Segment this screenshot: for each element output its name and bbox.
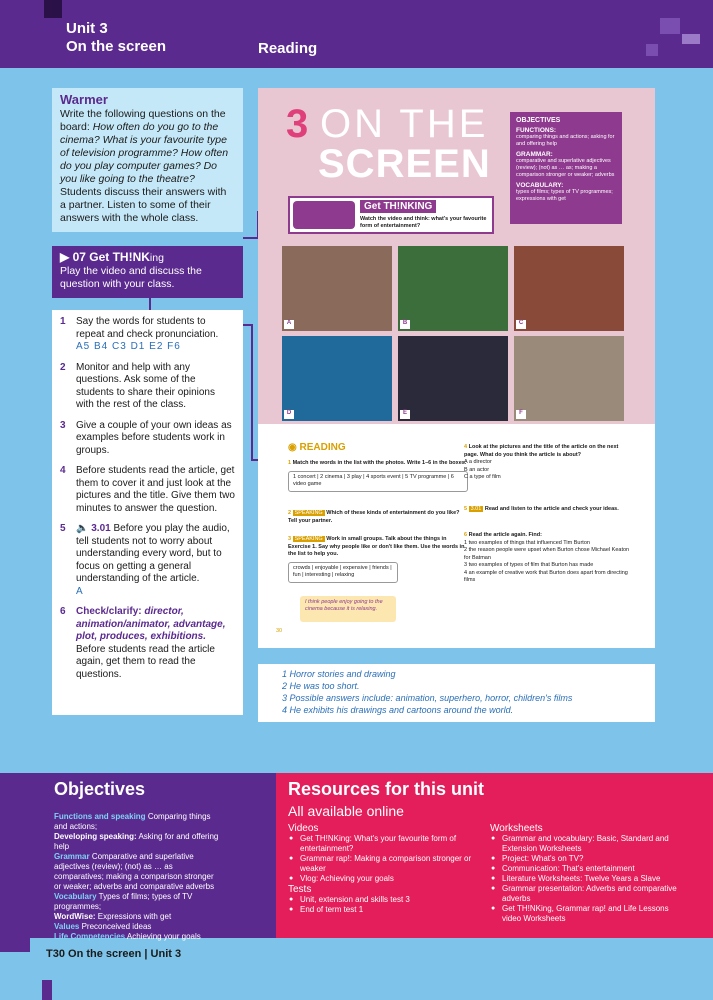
resources-title: Resources for this unit bbox=[288, 779, 485, 799]
resource-item[interactable]: ● Get TH!NKing: What's your favourite form of entertainment? bbox=[288, 834, 478, 854]
objective-row: Developing speaking: Asking for and offering help bbox=[54, 832, 219, 851]
step-3: 3 Give a couple of your own ideas as examples before students work in groups. bbox=[60, 419, 232, 456]
footer-deco-square bbox=[42, 980, 52, 1000]
step-6: 6 Check/clarify: director, animation/animator, advantage, plot, produces, exhibitions. Before students read the article again, get them to read the questions. bbox=[60, 606, 226, 680]
step-2: 2 Monitor and help with any questions. Ask some of the students to share their opinions with the rest of the class. bbox=[60, 361, 215, 410]
objectives-title: Objectives bbox=[54, 779, 146, 799]
page-objectives-box: OBJECTIVES FUNCTIONS: comparing things and actions; asking for and offering help GRAMMAR: comparative and superlative adjectives (review); (not) as … as; making a comparison stronger or weaker; adverbs VOCABULARY: types of films; types of TV programmes; expressions with get bbox=[510, 112, 622, 224]
resources-left-column: Videos ● Get TH!NKing: What's your favourite form of entertainment? ● Grammar rap!: Making a comparison stronger or weaker ● Vlog: Achieving your goals Tests ● Unit, extension and skills test 3 ● End of term test 1 bbox=[288, 823, 478, 924]
resource-item[interactable]: ● Grammar rap!: Making a comparison stronger or weaker bbox=[288, 854, 478, 874]
resource-item[interactable]: ● Project: What's on TV? bbox=[490, 854, 680, 864]
page-number: 30 bbox=[276, 628, 283, 634]
section-title: Reading bbox=[258, 40, 318, 57]
resource-item[interactable]: ● Grammar and vocabulary: Basic, Standard and Extension Worksheets bbox=[490, 834, 680, 854]
step-4: 4 Before students read the article, get them to cover it and just look at the pictures and the title. Give them two minutes to answer the question. bbox=[60, 465, 235, 514]
teaching-steps bbox=[52, 310, 243, 715]
resource-item[interactable]: ● Grammar presentation: Adverbs and comparative adverbs bbox=[490, 884, 680, 904]
warmer-questions: How often do you go to the cinema? What is your favourite type of television programme? How often do you play computer games? Do you like going to the theatre? bbox=[60, 121, 229, 185]
resource-item[interactable]: ● End of term test 1 bbox=[288, 905, 478, 915]
page-footer: T30 On the screen | Unit 3 bbox=[46, 948, 182, 960]
exercise-1: 1 Match the words in the list with the photos. Write 1–6 in the boxes. 1 concert | 2 cinema | 3 play | 4 sports event | 5 TV programme | 6 video game bbox=[288, 460, 468, 492]
step-5: 5 🔈 3.01 Before you play the audio, tell students not to worry about understanding every word, but to focus on getting a general understanding of the article. A bbox=[60, 523, 230, 597]
audio-track-icon: 3.01 bbox=[470, 506, 482, 512]
step-answer: A bbox=[76, 585, 84, 597]
unit-heading: Unit 3 On the screen bbox=[66, 20, 167, 55]
video-thumbnail[interactable] bbox=[293, 201, 355, 229]
objectives-panel bbox=[0, 773, 276, 941]
step-1: 1 Say the words for students to repeat and check pronunciation. A5 B4 C3 D1 E2 F6 bbox=[60, 316, 219, 352]
photo-e: E bbox=[398, 336, 508, 421]
resources-right-column: Worksheets ● Grammar and vocabulary: Basic, Standard and Extension Worksheets ● Project: What's on TV? ● Communication: That's entertainment ● Literature Worksheets: Twelve Years a Slave ● Grammar presentation: Adverbs and comparative adverbs ● Get TH!NKing, Grammar rap! and Life Lessons video Worksheets bbox=[490, 823, 680, 924]
exercise-5: 5 3.01 Read and listen to the article and check your ideas. bbox=[464, 506, 619, 512]
warmer-title: Warmer bbox=[60, 92, 108, 107]
exercise-2: 2 SPEAKING Which of these kinds of entertainment do you like? Tell your partner. bbox=[288, 510, 460, 524]
photo-c: C bbox=[514, 246, 624, 331]
footer-deco-square bbox=[0, 938, 30, 952]
photo-a: A bbox=[282, 246, 392, 331]
objective-row: Grammar Comparative and superlative adjectives (review); (not) as … as comparatives; making a comparison stronger or weaker; adverbs and comparative adverbs bbox=[54, 852, 215, 891]
resource-item[interactable]: ● Get TH!NKing, Grammar rap! and Life Lessons video Worksheets bbox=[490, 904, 680, 924]
unit-title-line2: SCREEN bbox=[318, 142, 491, 186]
word-list-box: 1 concert | 2 cinema | 3 play | 4 sports event | 5 TV programme | 6 video game bbox=[288, 471, 468, 492]
get-thinking-title: ▶ 07 Get TH!NKing bbox=[60, 250, 164, 264]
resource-item[interactable]: ● Unit, extension and skills test 3 bbox=[288, 895, 478, 905]
resource-item[interactable]: ● Vlog: Achieving your goals bbox=[288, 874, 478, 884]
reading-heading: ◉ READING bbox=[288, 442, 346, 453]
resources-panel bbox=[276, 773, 713, 938]
speech-bubble: I think people enjoy going to the cinema because it is relaxing. bbox=[300, 596, 396, 622]
get-thinking-label: Get TH!NKING bbox=[360, 200, 436, 213]
audio-icon[interactable]: 🔈 bbox=[76, 523, 92, 534]
exercise-6: 6 Read the article again. Find: 1 two examples of things that influenced Tim Burton 2 the reason people were upset when Burton chose Michael Keaton for Batman 3 two examples of types of film that Burton has made 4 an example of creative work that Burton does apart from directing films bbox=[464, 532, 630, 583]
photo-d: D bbox=[282, 336, 392, 421]
objective-row: Life Competencies Achieving your goals bbox=[54, 932, 201, 941]
unit-title-line1: ON THE bbox=[320, 102, 489, 146]
exercise-4: 4 Look at the pictures and the title of the article on the next page. What do you think the article is about? A a director B an actor C a type of film bbox=[464, 444, 619, 480]
get-thinking-card[interactable] bbox=[288, 196, 494, 234]
step-answer: A5 B4 C3 D1 E2 F6 bbox=[76, 341, 181, 352]
photo-f: F bbox=[514, 336, 624, 421]
resource-item[interactable]: ● Communication: That's entertainment bbox=[490, 864, 680, 874]
photo-b: B bbox=[398, 246, 508, 331]
resources-subtitle: All available online bbox=[288, 803, 404, 819]
objective-row: Values Preconceived ideas bbox=[54, 922, 152, 931]
get-thinking-text: Play the video and discuss the question with your class. bbox=[60, 265, 202, 290]
unit-number: 3 bbox=[286, 102, 309, 146]
resource-item[interactable]: ● Literature Worksheets: Twelve Years a Slave bbox=[490, 874, 680, 884]
answer-key: 1 Horror stories and drawing 2 He was too short. 3 Possible answers include: animation, superhero, horror, children's films 4 He exhibits his drawings and cartoons around the world. bbox=[258, 664, 655, 722]
exercise-3: 3 SPEAKING Work in small groups. Talk about the things in Exercise 1. Say why people like or don't like them. Use the words in the list to help you. crowds | enjoyable | expensive | friends | fun | interesting | relaxing bbox=[288, 536, 468, 583]
objective-row: Functions and speaking Comparing things and actions; bbox=[54, 812, 211, 831]
objective-row: WordWise: Expressions with get bbox=[54, 912, 172, 921]
word-list-box: crowds | enjoyable | expensive | friends | fun | interesting | relaxing bbox=[288, 562, 398, 583]
get-thinking-question: Watch the video and think: what's your favourite form of entertainment? bbox=[360, 216, 487, 229]
student-book-page bbox=[258, 88, 655, 648]
warmer-text: Write the following questions on the board: How often do you go to the cinema? What is your favourite type of television programme? How often do you play computer games? Do you like going to the theatre? Students discuss their answers with a partner. Listen to some of their answers with the whole class. bbox=[60, 108, 229, 224]
objective-row: Vocabulary Types of films; types of TV programmes; bbox=[54, 892, 193, 911]
